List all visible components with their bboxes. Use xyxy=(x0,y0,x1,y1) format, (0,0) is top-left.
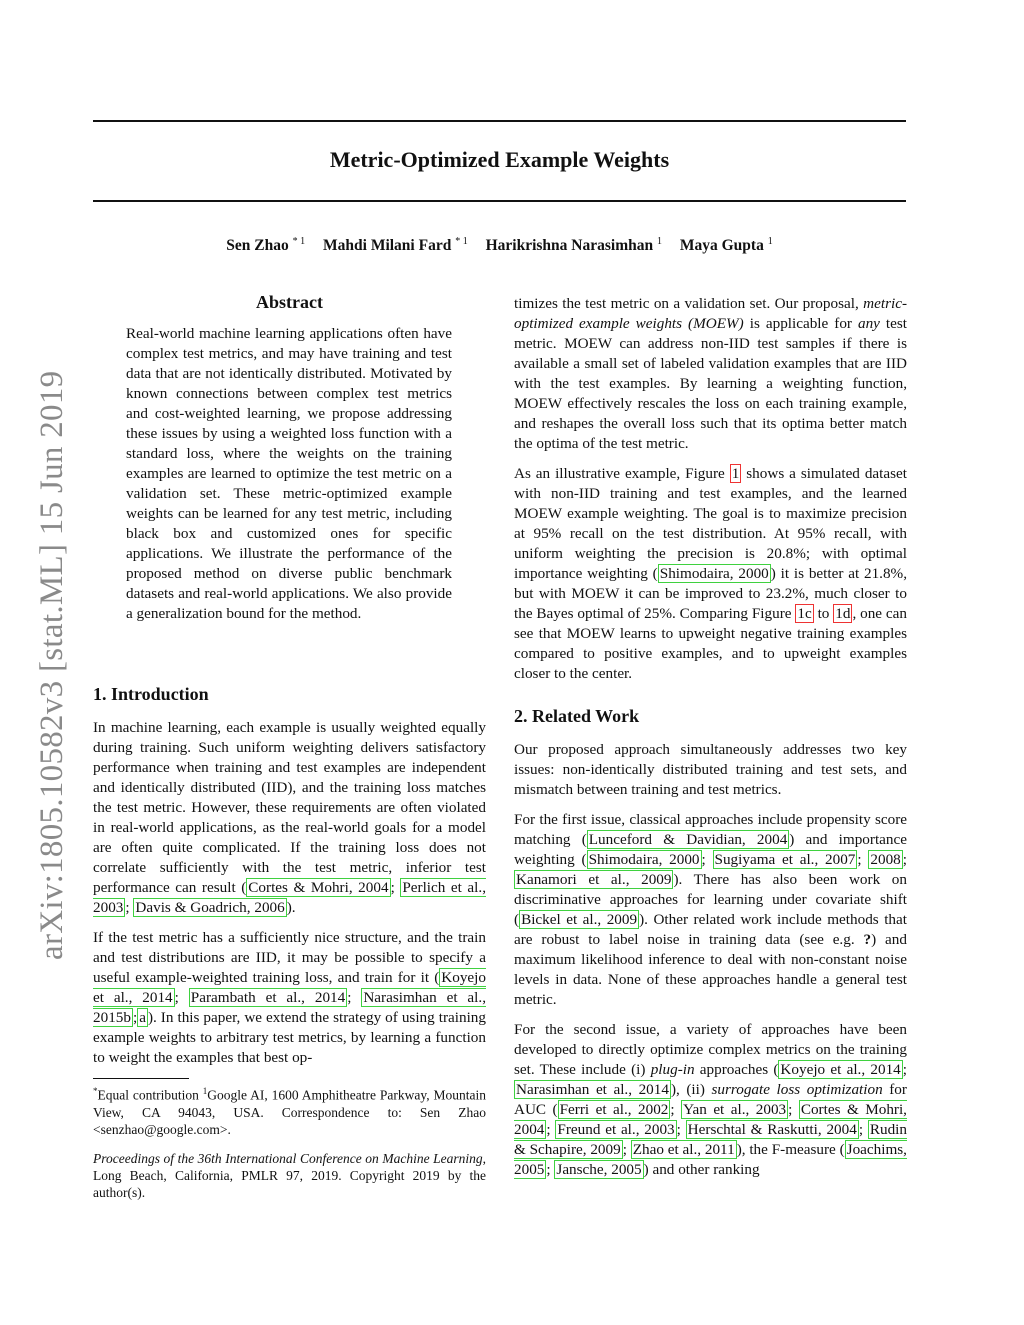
citation-link[interactable]: Ferri et al., 2002 xyxy=(559,1101,669,1118)
footnote-affiliation: *Equal contribution $^1$Google AI, 1600 Amphitheatre Parkway, Mountain View, CA 94043, USA. Correspondence to: Sen Zhao <senzhao@google.com>. xyxy=(93,1086,487,1137)
citation-link[interactable]: Lunceford & Davidian, 2004 xyxy=(588,831,788,848)
arxiv-stamp: arXiv:1805.10582v3 [stat.ML] 15 Jun 2019 xyxy=(34,370,70,960)
citation-link[interactable]: a xyxy=(139,1009,146,1026)
title-bottom-rule xyxy=(93,200,906,202)
title-top-rule xyxy=(93,120,906,122)
citation-link[interactable]: Shimodaira, 2000 xyxy=(588,851,700,868)
citation-link[interactable]: Bickel et al., 2009 xyxy=(521,911,638,928)
citation-link[interactable]: Narasimhan et al., 2015b xyxy=(93,989,486,1026)
citation-link[interactable]: Parambath et al., 2014 xyxy=(190,989,346,1006)
citation-link[interactable]: Kanamori et al., 2009 xyxy=(516,871,672,888)
citation-link[interactable]: Zhao et al., 2011 xyxy=(632,1141,735,1158)
citation-link[interactable]: Narasimhan et al., 2014 xyxy=(516,1081,669,1098)
citation-link[interactable]: Joachims, 2005 xyxy=(514,1141,907,1178)
citation-link[interactable]: 2008 xyxy=(870,851,901,868)
citation-link[interactable]: Davis & Goadrich, 2006 xyxy=(135,899,285,916)
citation-link[interactable]: Herschtal & Raskutti, 2004 xyxy=(687,1121,857,1138)
author: Sen Zhao $^{* 1}$ xyxy=(226,236,306,255)
citation-link[interactable]: Cortes & Mohri, 2004 xyxy=(248,879,389,896)
related-paragraph-3: For the second issue, a variety of approaches have been developed to directly optimize complex metrics on the training set. These include (i) plug-in approaches ( Koyejo et al., 2014 ; Narasimhan et al., 2014 ), (ii) surrogate loss optimization for AUC ( Ferri et al., 2002 ; Yan et al., 2003 ; Cortes & Mohri, 2004 ; Freund et al., 2003 ; Herschtal & Raskutti, 2004 ; Rudin & Schapire, 2009 ; Zhao et al., 2011 ), the F-measure ( Joachims, 2005 ; Jansche, 2005 ) and other ranking xyxy=(514,1021,907,1178)
left-column xyxy=(93,684,486,1078)
citation-link[interactable]: Yan et al., 2003 xyxy=(683,1101,787,1118)
citation-link[interactable]: Freund et al., 2003 xyxy=(557,1121,675,1138)
author: Mahdi Milani Fard $^{* 1}$ xyxy=(323,236,468,255)
author-list xyxy=(93,236,906,255)
author: Maya Gupta $^1$ xyxy=(679,236,773,255)
citation-link[interactable]: Perlich et al., 2003 xyxy=(93,879,486,916)
intro-paragraph-2: If the test metric has a sufficiently nice structure, and the train and test distributions are IID, it may be possible to specify a useful example-weighted training loss, and train for it ( Koyejo et al., 2014 ; Parambath et al., 2014 ; Narasimhan et al., 2015b ; a ). In this paper, we extend the strategy of using training example weights to arbitrary test metrics, by learning a function to weight the examples that best op- xyxy=(93,929,486,1066)
paper-title: Metric-Optimized Example Weights xyxy=(329,147,670,172)
author: Harikrishna Narasimhan $^1$ xyxy=(485,236,662,255)
intro-paragraph-1: In machine learning, each example is usually weighted equally during training. Such uniform weighting delivers satisfactory performance when training and test examples are independent and identically distributed (IID), and the training loss matches the test metric. However, these requirements are often violated in real-world applications, as the real-world goals for a model are often quite complicated. If the training loss does not correlate sufficiently with the test metric, inferior test performance can result ( Cortes & Mohri, 2004 ; Perlich et al., 2003 ; Davis & Goadrich, 2006 ). xyxy=(93,719,486,916)
figure-ref-link[interactable]: 1 xyxy=(731,465,740,482)
figure-ref-link[interactable]: 1c xyxy=(797,605,812,622)
right-paragraph-2: As an illustrative example, Figure 1 shows a simulated dataset with non-IID training and test examples, and the learned MOEW example weighting. The goal is to maximize precision at 95% recall on the test distribution. At 95% recall, with uniform weighting the precision is 20.8%; with optimal importance weighting ( Shimodaira, 2000 ) it is better at 21.8%, but with MOEW it can be improved to 23.2%, much closer to the Bayes optimal of 25%. Comparing Figure 1c to 1d , one can see that MOEW learns to upweight negative training examples compared to positive examples, and to upweight examples closer to the center. xyxy=(514,465,908,682)
figure-ref-link[interactable]: 1d xyxy=(835,605,851,622)
citation-link[interactable]: Shimodaira, 2000 xyxy=(659,565,769,582)
abstract-heading: Abstract xyxy=(256,292,323,312)
citation-link[interactable]: Koyejo et al., 2014 xyxy=(780,1061,901,1078)
citation-link[interactable]: Rudin & Schapire, 2009 xyxy=(514,1121,907,1158)
footnote-proceedings: Proceedings of the 36th International Conference on Machine Learning, Long Beach, California, PMLR 97, 2019. Copyright 2019 by the author(s). xyxy=(93,1151,486,1200)
related-paragraph-2: For the first issue, classical approaches include propensity score matching ( Lunceford & Davidian, 2004 ) and importance weighting ( Shimodaira, 2000 ; Sugiyama et al., 2007 ; 2008 ; Kanamori et al., 2009 ). There has also been work on discriminative approaches for learning under covariate shift ( Bickel et al., 2009 ). Other related work include methods that are robust to label noise in training data (see e.g. ?) and maximum likelihood inference to deal with non-constant noise levels in data. None of these approaches handle a general test metric. xyxy=(514,811,907,1008)
right-paragraph-1: timizes the test metric on a validation set. Our proposal, metric-optimized example weights (MOEW) is applicable for any test metric. MOEW can address non-IID test samples if there is available a small set of labeled validation examples that are IID with the test examples. By learning a weighting function, MOEW effectively rescales the loss on each training example, and reshapes the overall loss such that its optima better match the optima of the test metric. xyxy=(514,295,908,452)
footnote-rule xyxy=(93,1078,189,1079)
citation-link[interactable]: Jansche, 2005 xyxy=(556,1161,642,1178)
right-column xyxy=(514,294,907,1190)
citation-link[interactable]: Cortes & Mohri, 2004 xyxy=(514,1101,907,1138)
section-heading-related-work: 2. Related Work xyxy=(514,706,640,726)
abstract-body: Real-world machine learning applications often have complex test metrics, and may have training and test data that are not identically distributed. Motivated by known connections between complex test metrics and cost-weighted learning, we propose addressing these issues by using a weighted loss function with a standard loss, where the weights on the training examples are learned to optimize the test metric on a validation set. These metric-optimized example weights can be learned for any test metric, including black box and customized ones for specific applications. We illustrate the performance of the proposed method on diverse public benchmark datasets and real-world applications. We also provide a generalization bound for the method. xyxy=(126,325,452,622)
section-heading-introduction: 1. Introduction xyxy=(93,684,209,704)
citation-link[interactable]: Koyejo et al., 2014 xyxy=(93,969,486,1006)
citation-link[interactable]: Sugiyama et al., 2007 xyxy=(714,851,856,868)
related-paragraph-1: Our proposed approach simultaneously addresses two key issues: non-identically distributed training and test sets, and mismatch between training and test metrics. xyxy=(514,741,907,798)
